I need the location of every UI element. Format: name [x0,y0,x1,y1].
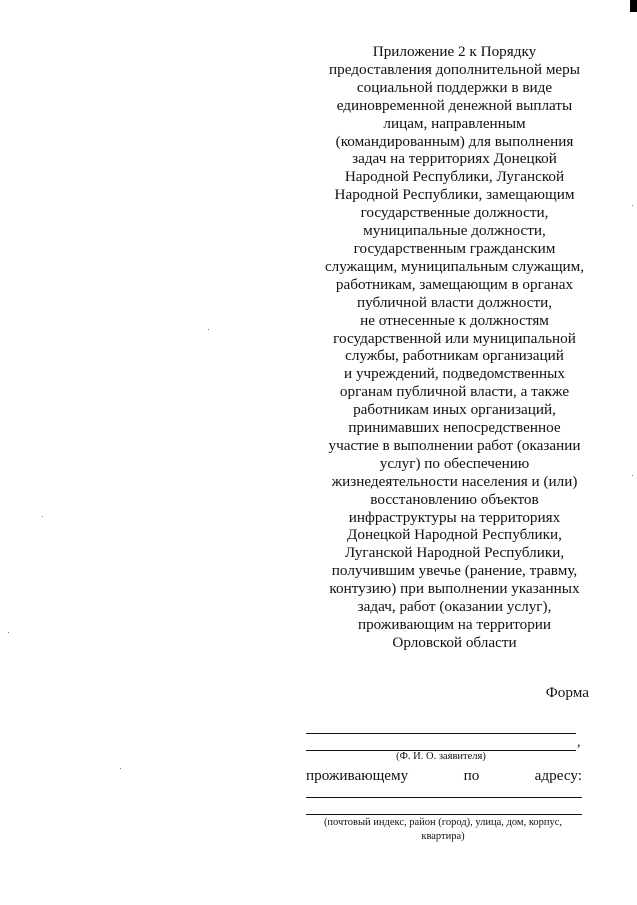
appendix-line: Приложение 2 к Порядку [372,43,537,60]
scan-corner-mark [630,0,637,12]
appendix-line: и учреждений, подведомственных [344,365,565,383]
scan-speck [632,205,633,206]
address-line-1[interactable] [306,797,582,798]
appendix-heading [318,43,591,652]
appendix-line: работникам иных организаций, [353,401,556,419]
appendix-line: Луганской Народной Республики, [344,544,565,562]
address-word-residing: проживающему [306,767,409,784]
appendix-line: восстановлению объектов [370,490,539,508]
appendix-line: контузию) при выполнении указанных [329,580,580,598]
appendix-line: служащим, муниципальным служащим, [324,257,585,275]
appendix-line: Народной Республики, Луганской [344,168,565,186]
appendix-line: Народной Республики, замещающим [334,186,575,204]
appendix-line: работникам, замещающим в органах [335,275,574,293]
address-caption-line-2: квартира) [421,831,465,842]
applicant-trailing-comma: , [577,735,581,750]
appendix-line: муниципальные должности, [363,222,546,240]
appendix-line: проживающим на территории [357,616,552,633]
appendix-line: задач, работ (оказании услуг), [357,598,552,616]
appendix-line: (командированным) для выполнения [335,132,574,150]
appendix-line: государственным гражданским [353,239,556,257]
appendix-line: инфраструктуры на территориях [348,508,561,526]
scan-speck [42,516,43,517]
appendix-line: государственные должности, [360,204,549,222]
appendix-line: Донецкой Народной Республики, [347,526,562,544]
appendix-line: государственной или муниципальной [333,329,576,347]
appendix-line: не отнесенные к должностям [360,311,549,329]
appendix-line: социальной поддержки в виде [356,78,553,96]
applicant-fio-caption: (Ф. И. О. заявителя) [396,751,486,762]
appendix-line: жизнедеятельности населения и (или) [331,472,578,490]
address-intro-row [306,767,582,785]
appendix-line: лицам, направленным [383,114,526,132]
address-word-by: по [463,767,480,784]
form-label: Форма [545,684,589,701]
appendix-line: органам публичной власти, а также [339,383,570,401]
scan-speck [120,768,121,769]
address-caption [302,816,584,844]
address-caption-line-1: (почтовый индекс, район (город), улица, дом, корпус, [323,817,563,828]
applicant-name-line-1[interactable] [306,733,576,734]
scan-speck [632,475,633,476]
appendix-line: задач на территориях Донецкой [352,150,557,168]
appendix-line: публичной власти должности, [356,293,553,311]
appendix-line: услуг) по обеспечению [379,454,530,472]
address-word-address: адресу: [534,767,582,784]
appendix-line: службы, работникам организаций [345,347,564,365]
scan-speck [208,329,209,330]
appendix-line: предоставления дополнительной меры [329,60,580,78]
appendix-line: получившим увечье (ранение, травму, [331,562,578,580]
appendix-line: Орловской области [392,633,517,651]
appendix-line: единовременной денежной выплаты [336,96,573,114]
appendix-line: принимавших непосредственное [348,419,561,437]
address-line-2[interactable] [306,814,582,815]
appendix-line: участие в выполнении работ (оказании [328,436,581,454]
scan-speck [8,632,9,633]
